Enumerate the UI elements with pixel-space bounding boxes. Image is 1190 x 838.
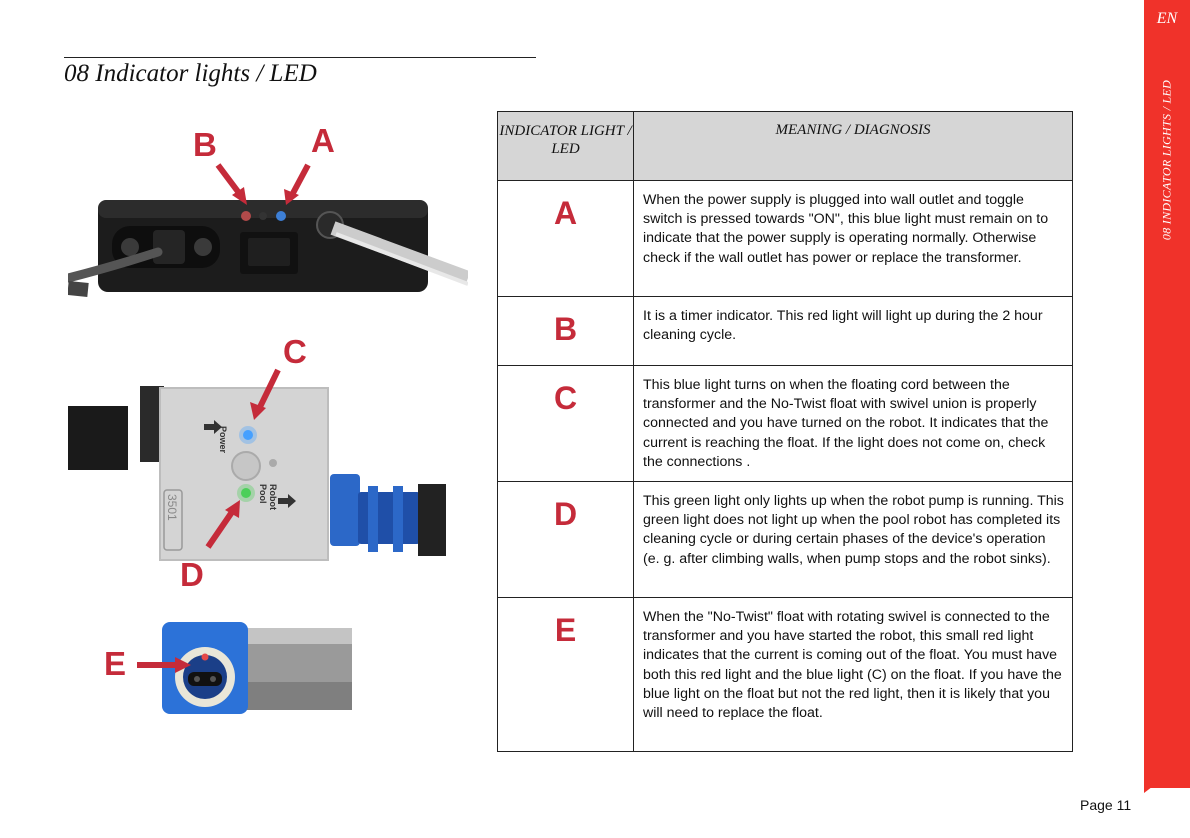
row-description: This blue light turns on when the floating cord between the transformer and the No-Twist float with swivel union is properly connected and you have turned on the robot. It indicates that the current is reaching the float. If the light does not come on, check the connections .: [634, 366, 1073, 482]
section-vertical-label: 08 INDICATOR LIGHTS / LED: [1159, 79, 1174, 241]
pool-text: Pool: [258, 484, 268, 504]
title-rule: [64, 57, 536, 58]
row-letter: B: [553, 311, 578, 347]
table-row: [498, 366, 1073, 482]
row-letter: C: [553, 380, 578, 416]
header-indicator: INDICATOR LIGHT / LED: [498, 112, 634, 181]
arrow-e: [135, 650, 195, 680]
row-letter: E: [554, 612, 577, 648]
indicator-table: [497, 111, 1073, 752]
header-meaning: MEANING / DIAGNOSIS: [634, 112, 1073, 181]
label-d: D: [180, 556, 204, 593]
row-description: It is a timer indicator. This red light will light up during the 2 hour cleaning cycle.: [634, 297, 1073, 366]
label-b: B: [193, 126, 217, 163]
row-letter: A: [553, 195, 578, 231]
number-text: 3501: [165, 494, 179, 521]
row-description: When the power supply is plugged into wall outlet and toggle switch is pressed towards "ON", this blue light must remain on to indicate that the power supply is operating normally. Otherwise check if the wall outlet has power or replace the transformer.: [634, 181, 1073, 297]
label-a: A: [311, 122, 335, 159]
page-number: Page 11: [1080, 797, 1132, 813]
side-tab-point: [1144, 788, 1190, 838]
label-c: C: [283, 333, 307, 370]
float-red-led-icon: [202, 654, 209, 661]
table-row: [498, 598, 1073, 752]
power-text: Power: [218, 426, 228, 454]
row-description: This green light only lights up when the robot pump is running. This green light does not light up when the pool robot has completed its cleaning cycle or during certain phases of the device's operation (e. g. after climbing walls, when pump stops and the robot sinks).: [634, 482, 1073, 598]
table-row: [498, 297, 1073, 366]
row-letter: D: [553, 496, 578, 532]
table-header-row: [498, 112, 1073, 181]
arrows-cd: [200, 362, 300, 552]
table-row: [498, 482, 1073, 598]
label-e: E: [104, 645, 127, 682]
robot-text: Robot: [268, 484, 278, 510]
row-description: When the "No-Twist" float with rotating swivel is connected to the transformer and you have started the robot, this small red light indicates that the current is coming out of the float. You must have both this red light and the blue light (C) on the float. If you have the blue light on the float but not the red light, then it is likely that you will need to replace the float.: [634, 598, 1073, 752]
arrows-ab: [200, 155, 320, 215]
page-title: 08 Indicator lights / LED: [64, 60, 317, 87]
table-row: [498, 181, 1073, 297]
language-tag: EN: [1156, 10, 1178, 27]
